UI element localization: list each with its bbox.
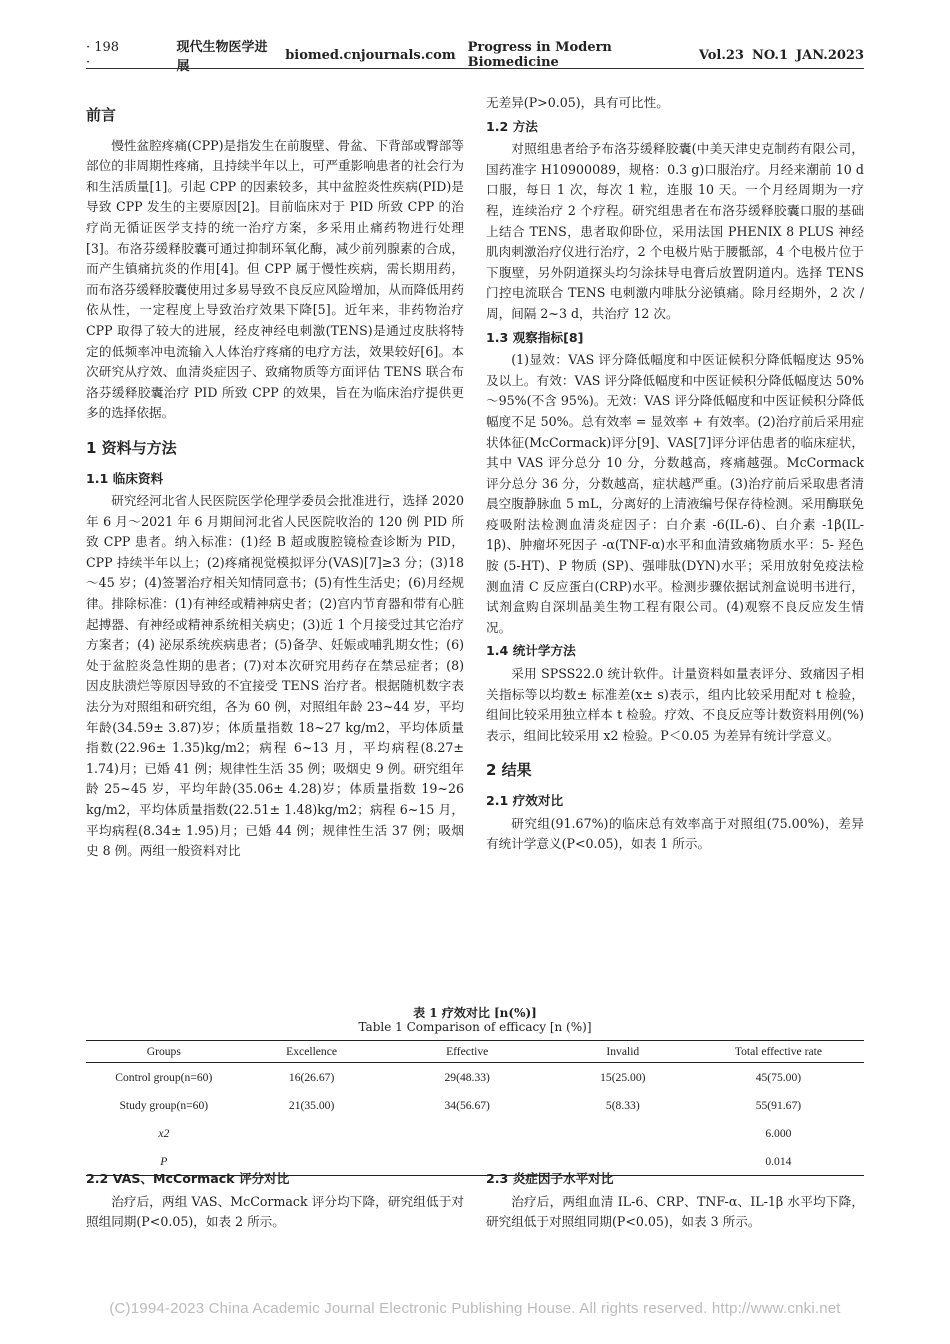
cell-group: Study group(n=60) <box>119 1098 209 1112</box>
journal-url: biomed.cnjournals.com <box>285 47 456 63</box>
subsection-2-3-title: 2.3 炎症因子水平对比 <box>486 1171 614 1186</box>
efficacy-table <box>86 1040 864 1176</box>
preface-paragraph: 慢性盆腔疼痛(CPP)是指发生在前腹壁、骨盆、下背部或臀部等部位的非周期性疼痛，且持续半年以上，可严重影响患者的社会行为和生活质量[1]。引起 CPP 的因素较多，其中盆腔炎性疾病(PID)是导致 CPP 发生的主要原因[2]。目前临床对于 PID 所致 CPP 的治疗尚无循证医学支持的统一治疗方案，多采用止痛药物进行处理[3]。布洛芬缓释胶囊可通过抑制环氧化酶，减少前列腺素的合成，而产生镇痛抗炎的作用[4]。但 CPP 属于慢性疾病，需长期用药，而布洛芬缓释胶囊使用过多易导致不良反应风险增加，从而降低用药依从性，一定程度上导致治疗效果下降[5]。近年来，非药物治疗 CPP 取得了较大的进展，经皮神经电刺激(TENS)是通过皮肤将特定的低频率冲电流输入人体治疗疼痛的电疗方法，效果较好[6]。本次研究从疗效、血清炎症因子、致痛物质等方面评估 TENS 联合布洛芬缓释胶囊治疗 PID 所致 CPP 的效果，旨在为临床治疗提供更多的选择依据。 <box>86 137 464 421</box>
right-column <box>486 93 864 855</box>
table-row <box>86 1063 864 1092</box>
cell-empty <box>553 1119 693 1147</box>
preface-title: 前言 <box>86 106 117 124</box>
bottom-right-block <box>486 1166 864 1233</box>
subsection-1-3-title: 1.3 观察指标[8] <box>486 329 584 345</box>
cell-invalid: 15(25.00) <box>600 1070 646 1084</box>
cell-chi-value: 6.000 <box>765 1126 792 1140</box>
copyright-footer: (C)1994-2023 China Academic Journal Electronic Publishing House. All rights reserved. http://www.cnki.net <box>109 1300 841 1317</box>
section-1-title: 1 资料与方法 <box>86 438 177 457</box>
cell-effective: 29(48.33) <box>444 1070 490 1084</box>
subsection-1-4-paragraph: 采用 SPSS22.0 统计软件。计量资料如量表评分、致痛因子相关指标等以均数± 标准差(x± s)表示，组内比较采用配对 t 检验，组间比较采用独立样本 t 检验。疗效、不良反应等计数资料用例(%)表示，组间比较采用 x2 检验。P＜0.05 为差异有统计学意义。 <box>486 666 864 743</box>
subsection-2-2-paragraph: 治疗后，两组 VAS、McCormack 评分均下降，研究组低于对照组同期(P<0.05)，如表 2 所示。 <box>86 1193 464 1230</box>
header-total-rate: Total effective rate <box>693 1041 864 1063</box>
subsection-1-1-paragraph: 研究经河北省人民医院医学伦理学委员会批准进行，选择 2020 年 6 月～2021 年 6 月期间河北省人民医院收治的 120 例 PID 所致 CPP 患者。纳入标准：(1)经 B 超或腹腔镜检查诊断为 PID，CPP 持续半年以上；(2)疼痛视觉模拟评分(VAS)[7]≥3 分；(3)18～45 岁；(4)签署治疗相关知情同意书；(5)有性生活史；(6)月经规律。排除标准：(1)有神经或精神病史者；(2)宫内节育器和带有心脏起搏器、有神经或精神系统相关病史；(3)近 1 个月接受过其它治疗方案者；(4) 泌尿系统疾病患者；(5)备孕、妊娠或哺乳期女性；(6)处于盆腔炎急性期的患者；(7)对本次研究用药存在禁忌症者；(8) 因皮肤溃烂等原因导致的不宜接受 TENS 治疗者。根据随机数字表法分为对照组和研究组，各为 60 例，对照组年龄 23~44 岁，平均年龄(34.59± 3.87)岁；体质量指数 18~27 kg/m2，平均体质量指数(22.96± 1.35)kg/m2；病程 6~13 月，平均病程(8.27± 1.74)月；已婚 41 例；规律性生活 35 例；吸烟史 9 例。研究组年龄 25~45 岁，平均年龄(35.06± 4.28)岁；体质量指数 19~26 kg/m2，平均体质量指数(22.51± 1.48)kg/m2；病程 6~15 月，平均病程(8.34± 1.95)月；已婚 44 例；规律性生活 37 例；吸烟史 8 例。两组一般资料对比 <box>86 493 464 859</box>
issue: NO.1 <box>751 47 788 63</box>
subsection-2-3-paragraph: 治疗后，两组血清 IL-6、CRP、TNF-α、IL-1β 水平均下降，研究组低于对照组同期(P<0.05)，如表 3 所示。 <box>486 1193 864 1230</box>
table1-caption-en: Table 1 Comparison of efficacy [n (%)] <box>358 1020 592 1034</box>
section-2-title: 2 结果 <box>486 761 532 780</box>
cell-invalid: 5(8.33) <box>605 1098 640 1112</box>
cell-stat-label: x2 <box>158 1126 170 1140</box>
subsection-1-4-title: 1.4 统计学方法 <box>486 643 576 659</box>
date: JAN.2023 <box>796 47 864 63</box>
cell-empty <box>242 1119 382 1147</box>
header-excellence: Excellence <box>242 1041 382 1063</box>
page-number: · 198 · <box>86 40 120 70</box>
cell-group: Control group(n=60) <box>115 1070 213 1084</box>
left-column <box>86 93 464 862</box>
cell-excellence: 16(26.67) <box>288 1070 335 1084</box>
running-header <box>86 40 864 74</box>
table-header-row <box>86 1041 864 1063</box>
journal-cn: 现代生物医学进展 <box>176 40 268 74</box>
cell-total: 45(75.00) <box>755 1070 802 1084</box>
header-effective: Effective <box>382 1041 553 1063</box>
subsection-2-1-paragraph: 研究组(91.67%)的临床总有效率高于对照组(75.00%)，差异有统计学意义(P<0.05)，如表 1 所示。 <box>486 815 864 852</box>
header-groups: Groups <box>86 1041 242 1063</box>
table1-caption-cn: 表 1 疗效对比 [n(%)] <box>413 1006 537 1020</box>
subsection-2-2-title: 2.2 VAS、McCormack 评分对比 <box>86 1171 290 1186</box>
header-invalid: Invalid <box>553 1041 693 1063</box>
journal-en: Progress in Modern Biomedicine <box>467 40 612 70</box>
subsection-1-2-paragraph: 对照组患者给予布洛芬缓释胶囊(中美天津史克制药有限公司，国药准字 H10900089，规格：0.3 g)口服治疗。月经来潮前 10 d 口服，每日 1 次，每次 1 粒，连服 10 天。一个月经周期为一疗程，连续治疗 2 个疗程。研究组患者在布洛芬缓释胶囊口服的基础上结合 TENS，患者取仰卧位，采用法国 PHENIX 8 PLUS 神经肌肉刺激治疗仪进行治疗，2 个电极片贴于腰骶部，4 个电极片位于下腹壁，另外阴道探头均匀涂抹导电膏后放置阴道内。选择 TENS 门控电流联合 TENS 电刺激内啡肽分泌镇痛。除月经期外，2 次 / 周，间隔 2~3 d，共治疗 12 次。 <box>486 141 864 321</box>
cell-p-value: 0.014 <box>693 1147 864 1176</box>
volume: Vol.23 <box>698 47 744 63</box>
subsection-2-1-title: 2.1 疗效对比 <box>486 793 564 808</box>
header-rule <box>86 68 864 69</box>
subsection-1-1-title: 1.1 临床资料 <box>86 470 164 486</box>
table-row <box>86 1119 864 1147</box>
cell-empty <box>382 1119 553 1147</box>
cell-excellence: 21(35.00) <box>288 1098 335 1112</box>
cell-total: 55(91.67) <box>755 1098 802 1112</box>
cell-stat-label: P <box>86 1147 242 1176</box>
continued-paragraph: 无差异(P>0.05)，具有可比性。 <box>486 95 669 110</box>
table-row <box>86 1091 864 1119</box>
bottom-left-block <box>86 1166 464 1233</box>
subsection-1-2-title: 1.2 方法 <box>486 118 538 134</box>
subsection-1-3-paragraph: (1)显效：VAS 评分降低幅度和中医证候积分降低幅度达 95%及以上。有效：VAS 评分降低幅度和中医证候积分降低幅度达 50%～95%(不含 95%)。无效：VAS 评分降低幅度和中医证候积分降低幅度不足 50%。总有效率 = 显效率 + 有效率。(2)治疗前后采用症状体征(McCormack)评分[9]、VAS[7]评分评估患者的临床症状，其中 VAS 评分总分 10 分，分数越高，疼痛越强。McCormack 评分总分 36 分，分数越高，症状越严重。(3)治疗前后采取患者清晨空腹静脉血 5 mL，分离好的上清液编号保存待检测。采用酶联免疫吸附法检测血清炎症因子：白介素 -6(IL-6)、白介素 -1β(IL-1β)、肿瘤坏死因子 -α(TNF-α)水平和血清致痛物质水平：5- 羟色胺 (5-HT)、P 物质 (SP)、强啡肽(DYN)水平；采用放射免疫法检测血清 C 反应蛋白(CRP)水平。检测步骤依据试剂盒说明书进行，试剂盒购自深圳晶美生物工程有限公司。(4)观察不良反应发生情况。 <box>486 352 864 635</box>
cell-effective: 34(56.67) <box>444 1098 490 1112</box>
